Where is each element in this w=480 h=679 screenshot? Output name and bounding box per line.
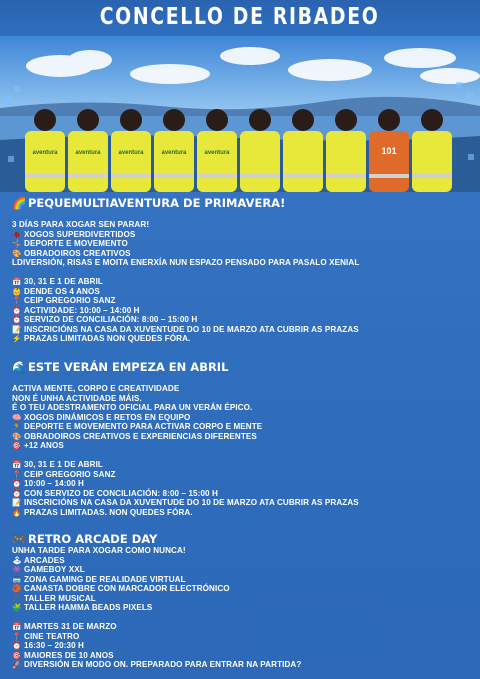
info-line (12, 632, 79, 641)
reflective-stripe (154, 174, 194, 178)
info-line (12, 220, 149, 229)
bullet-icon: 🏀 (12, 584, 22, 593)
child-head (163, 109, 185, 131)
child-vest (412, 131, 452, 192)
bullet-icon: 🎵 (12, 593, 22, 603)
info-text: 10:00 – 14:00 H (24, 479, 84, 488)
info-text: DEPORTE E MOVEMENTO (24, 239, 128, 248)
bullet-icon: ⏰ (12, 305, 22, 315)
bullet-icon: 📝 (12, 324, 22, 334)
info-line (12, 394, 142, 403)
info-text: DIVERSIÓN EN MODO ON. PREPARADO PARA ENTRAR NA PARTIDA? (24, 660, 302, 669)
child-vest (111, 131, 151, 192)
info-line (12, 239, 128, 248)
info-text: 16:30 – 20:30 H (24, 641, 84, 650)
info-text: DEPORTE E MOVEMENTO PARA ACTIVAR CORPO E MENTE (24, 422, 263, 431)
bullet-icon: 🎯 (12, 650, 22, 660)
section-title-text: RETRO ARCADE DAY (28, 532, 158, 546)
info-text: CON SERVIZO DE CONCILIACIÓN: 8:00 – 15:00 H (24, 488, 218, 498)
distant-coast (0, 97, 480, 116)
info-line (12, 641, 84, 650)
info-text: XOGOS SUPERDIVERTIDOS (24, 229, 136, 239)
bullet-icon: 📅 (12, 460, 22, 469)
reflective-stripe (68, 174, 108, 178)
info-line (12, 432, 257, 441)
hero-image (0, 36, 480, 192)
info-line (12, 413, 190, 422)
info-line (12, 334, 190, 343)
bullet-icon: 🤸 (12, 239, 22, 248)
info-line (12, 325, 359, 334)
info-text: INSCRICIÓNS NA CASA DA XUVENTUDE DO 10 DE MARZO ATA CUBRIR AS PRAZAS (24, 324, 359, 334)
info-line (12, 508, 193, 517)
clouds (26, 47, 480, 84)
bullet-icon: ⏰ (12, 479, 22, 488)
bullet-icon: 🧠 (12, 412, 22, 422)
reflective-stripe (326, 174, 366, 178)
child-vest (25, 131, 65, 192)
info-line (12, 479, 84, 488)
info-text: ARCADES (24, 555, 65, 565)
vest-label: aventura (32, 150, 58, 156)
content-area (0, 192, 480, 679)
info-text: PRAZAS LIMITADAS. NON QUEDES FÓRA. (24, 507, 193, 517)
child-head (292, 109, 314, 131)
info-text: CANASTA DOBRE CON MARCADOR ELECTRÓNICO (24, 584, 230, 593)
child-vest (154, 131, 194, 192)
info-line (12, 584, 230, 593)
child-vest (68, 131, 108, 192)
child-head (421, 109, 443, 131)
info-line (12, 422, 262, 431)
info-text: NON É UNHA ACTIVIDADE MÁIS. (12, 393, 142, 403)
bullet-icon: 🎨 (12, 431, 22, 441)
info-line (12, 498, 359, 507)
info-text: PRAZAS LIMITADAS NON QUEDES FÓRA. (24, 334, 191, 343)
vest-label: aventura (75, 150, 101, 156)
info-line (12, 546, 186, 555)
info-line (12, 249, 131, 258)
reflective-stripe (25, 174, 65, 178)
bullet-icon: 🚀 (12, 660, 22, 669)
section-title (12, 196, 285, 210)
info-text: ACTIVA MENTE, CORPO E CREATIVIDADE (12, 384, 180, 393)
info-text: +12 ANOS (24, 441, 64, 450)
info-line (12, 315, 197, 324)
info-line (12, 651, 114, 660)
info-text: OBRADOIROS CREATIVOS E EXPERIENCIAS DIFERENTES (24, 431, 257, 441)
info-text: CINE TEATRO (24, 631, 80, 641)
child-vest (283, 131, 323, 192)
info-text: TALLER MUSICAL (24, 593, 96, 603)
child-head (34, 109, 56, 131)
page-title: CONCELLO DE RIBADEO (100, 4, 380, 30)
section-title-text: ESTE VERÁN EMPEZA EN ABRIL (28, 360, 229, 374)
info-line (12, 287, 100, 296)
child-head (77, 109, 99, 131)
info-line (12, 470, 116, 479)
bullet-icon: 🏃 (12, 422, 22, 431)
child-head (120, 109, 142, 131)
info-line (12, 556, 65, 565)
wave-icon: 🌊 (12, 360, 27, 374)
bullet-icon: 🔥 (12, 507, 22, 517)
gamepad-icon: 🎮 (12, 532, 27, 546)
section-title-text: PEQUEMULTIAVENTURA DE PRIMAVERA! (28, 196, 286, 210)
reflective-stripe (240, 174, 280, 178)
child-head (249, 109, 271, 131)
bullet-icon: 🎨 (12, 248, 22, 258)
bullet-icon: 🥽 (12, 574, 22, 584)
rainbow-icon: 🌈 (12, 196, 27, 210)
child-head (378, 109, 400, 131)
info-text: MAIORES DE 10 ANOS (24, 650, 114, 660)
vest-label: aventura (161, 150, 187, 156)
section-title (12, 532, 157, 546)
bullet-icon: 🐞 (12, 229, 22, 239)
info-text: INSCRICIÓNS NA CASA DA XUVENTUDE DO 10 DE MARZO ATA CUBRIR AS PRAZAS (24, 498, 359, 507)
bullet-icon: 📍 (12, 631, 22, 641)
info-text: UNHA TARDE PARA XOGAR COMO NUNCA! (12, 546, 186, 555)
info-text: CEIP GREGORIO SANZ (24, 296, 116, 305)
reflective-stripe (197, 174, 237, 178)
info-line (12, 230, 135, 239)
info-text: 30, 31 E 1 DE ABRIL (24, 460, 103, 469)
info-line (12, 403, 252, 412)
info-text: CEIP GREGORIO SANZ (24, 469, 116, 479)
info-line (12, 660, 301, 669)
info-line (12, 489, 218, 498)
child-vest (240, 131, 280, 192)
bullet-icon: ⚡ (12, 334, 22, 343)
vest-label: aventura (118, 150, 144, 156)
vest-label: 101 (381, 146, 397, 156)
reflective-stripe (369, 174, 409, 178)
info-text: 30, 31 E 1 DE ABRIL (24, 277, 103, 286)
child-backpack (369, 131, 409, 192)
info-text: ZONA GAMING DE REALIDADE VIRTUAL (24, 574, 186, 584)
info-line (12, 277, 103, 286)
bullet-icon: 📅 (12, 622, 22, 631)
info-line (12, 441, 64, 450)
info-text: DENDE OS 4 ANOS (24, 286, 100, 296)
info-text: GAMEBOY XXL (24, 565, 85, 574)
child-vest (326, 131, 366, 192)
info-line (12, 258, 359, 267)
child-head (206, 109, 228, 131)
bullet-icon: 👾 (12, 565, 22, 574)
section-title (12, 360, 228, 374)
info-text: TALLER HAMMA BEADS PIXELS (24, 603, 153, 612)
reflective-stripe (412, 174, 452, 178)
bullet-icon: ⏰ (12, 488, 22, 498)
info-line (12, 622, 117, 631)
bullet-icon: 📍 (12, 469, 22, 479)
info-text: SERVIZO DE CONCILIACIÓN: 8:00 – 15:00 H (24, 315, 198, 324)
bullet-icon: 📝 (12, 498, 22, 507)
info-text: OBRADOIROS CREATIVOS (24, 248, 131, 258)
info-line (12, 575, 186, 584)
bullet-icon: ⏰ (12, 641, 22, 650)
info-line (12, 296, 116, 305)
info-text: LDIVERSIÓN, RISAS E MOITA ENERXÍA NUN ESPAZO PENSADO PARA PASALO XENIAL (12, 258, 360, 267)
info-line (12, 384, 179, 393)
info-text: 3 DÍAS PARA XOGAR SEN PARAR! (12, 220, 150, 229)
info-text: ACTIVIDADE: 10:00 – 14:00 H (24, 305, 140, 315)
reflective-stripe (111, 174, 151, 178)
bullet-icon: 📅 (12, 277, 22, 286)
bullet-icon: 🧩 (12, 603, 22, 612)
info-line (12, 565, 85, 574)
bullet-icon: 🕹 (12, 555, 22, 565)
info-text: MARTES 31 DE MARZO (24, 622, 117, 631)
hero-illustration (0, 36, 480, 192)
info-text: É O TEU ADESTRAMENTO OFICIAL PARA UN VERÁN ÉPICO. (12, 403, 253, 412)
bullet-icon: 👶 (12, 286, 22, 296)
bullet-icon: 📍 (12, 296, 22, 305)
vest-label: aventura (204, 150, 230, 156)
reflective-stripe (283, 174, 323, 178)
header-bar (0, 0, 480, 36)
bullet-icon: 🎯 (12, 441, 22, 450)
child-head (335, 109, 357, 131)
info-line (12, 594, 96, 603)
info-text: XOGOS DINÁMICOS E RETOS EN EQUIPO (24, 412, 191, 422)
info-line (12, 603, 152, 612)
info-line (12, 460, 103, 469)
bullet-icon: ⏰ (12, 315, 22, 324)
info-line (12, 306, 140, 315)
child-vest (197, 131, 237, 192)
